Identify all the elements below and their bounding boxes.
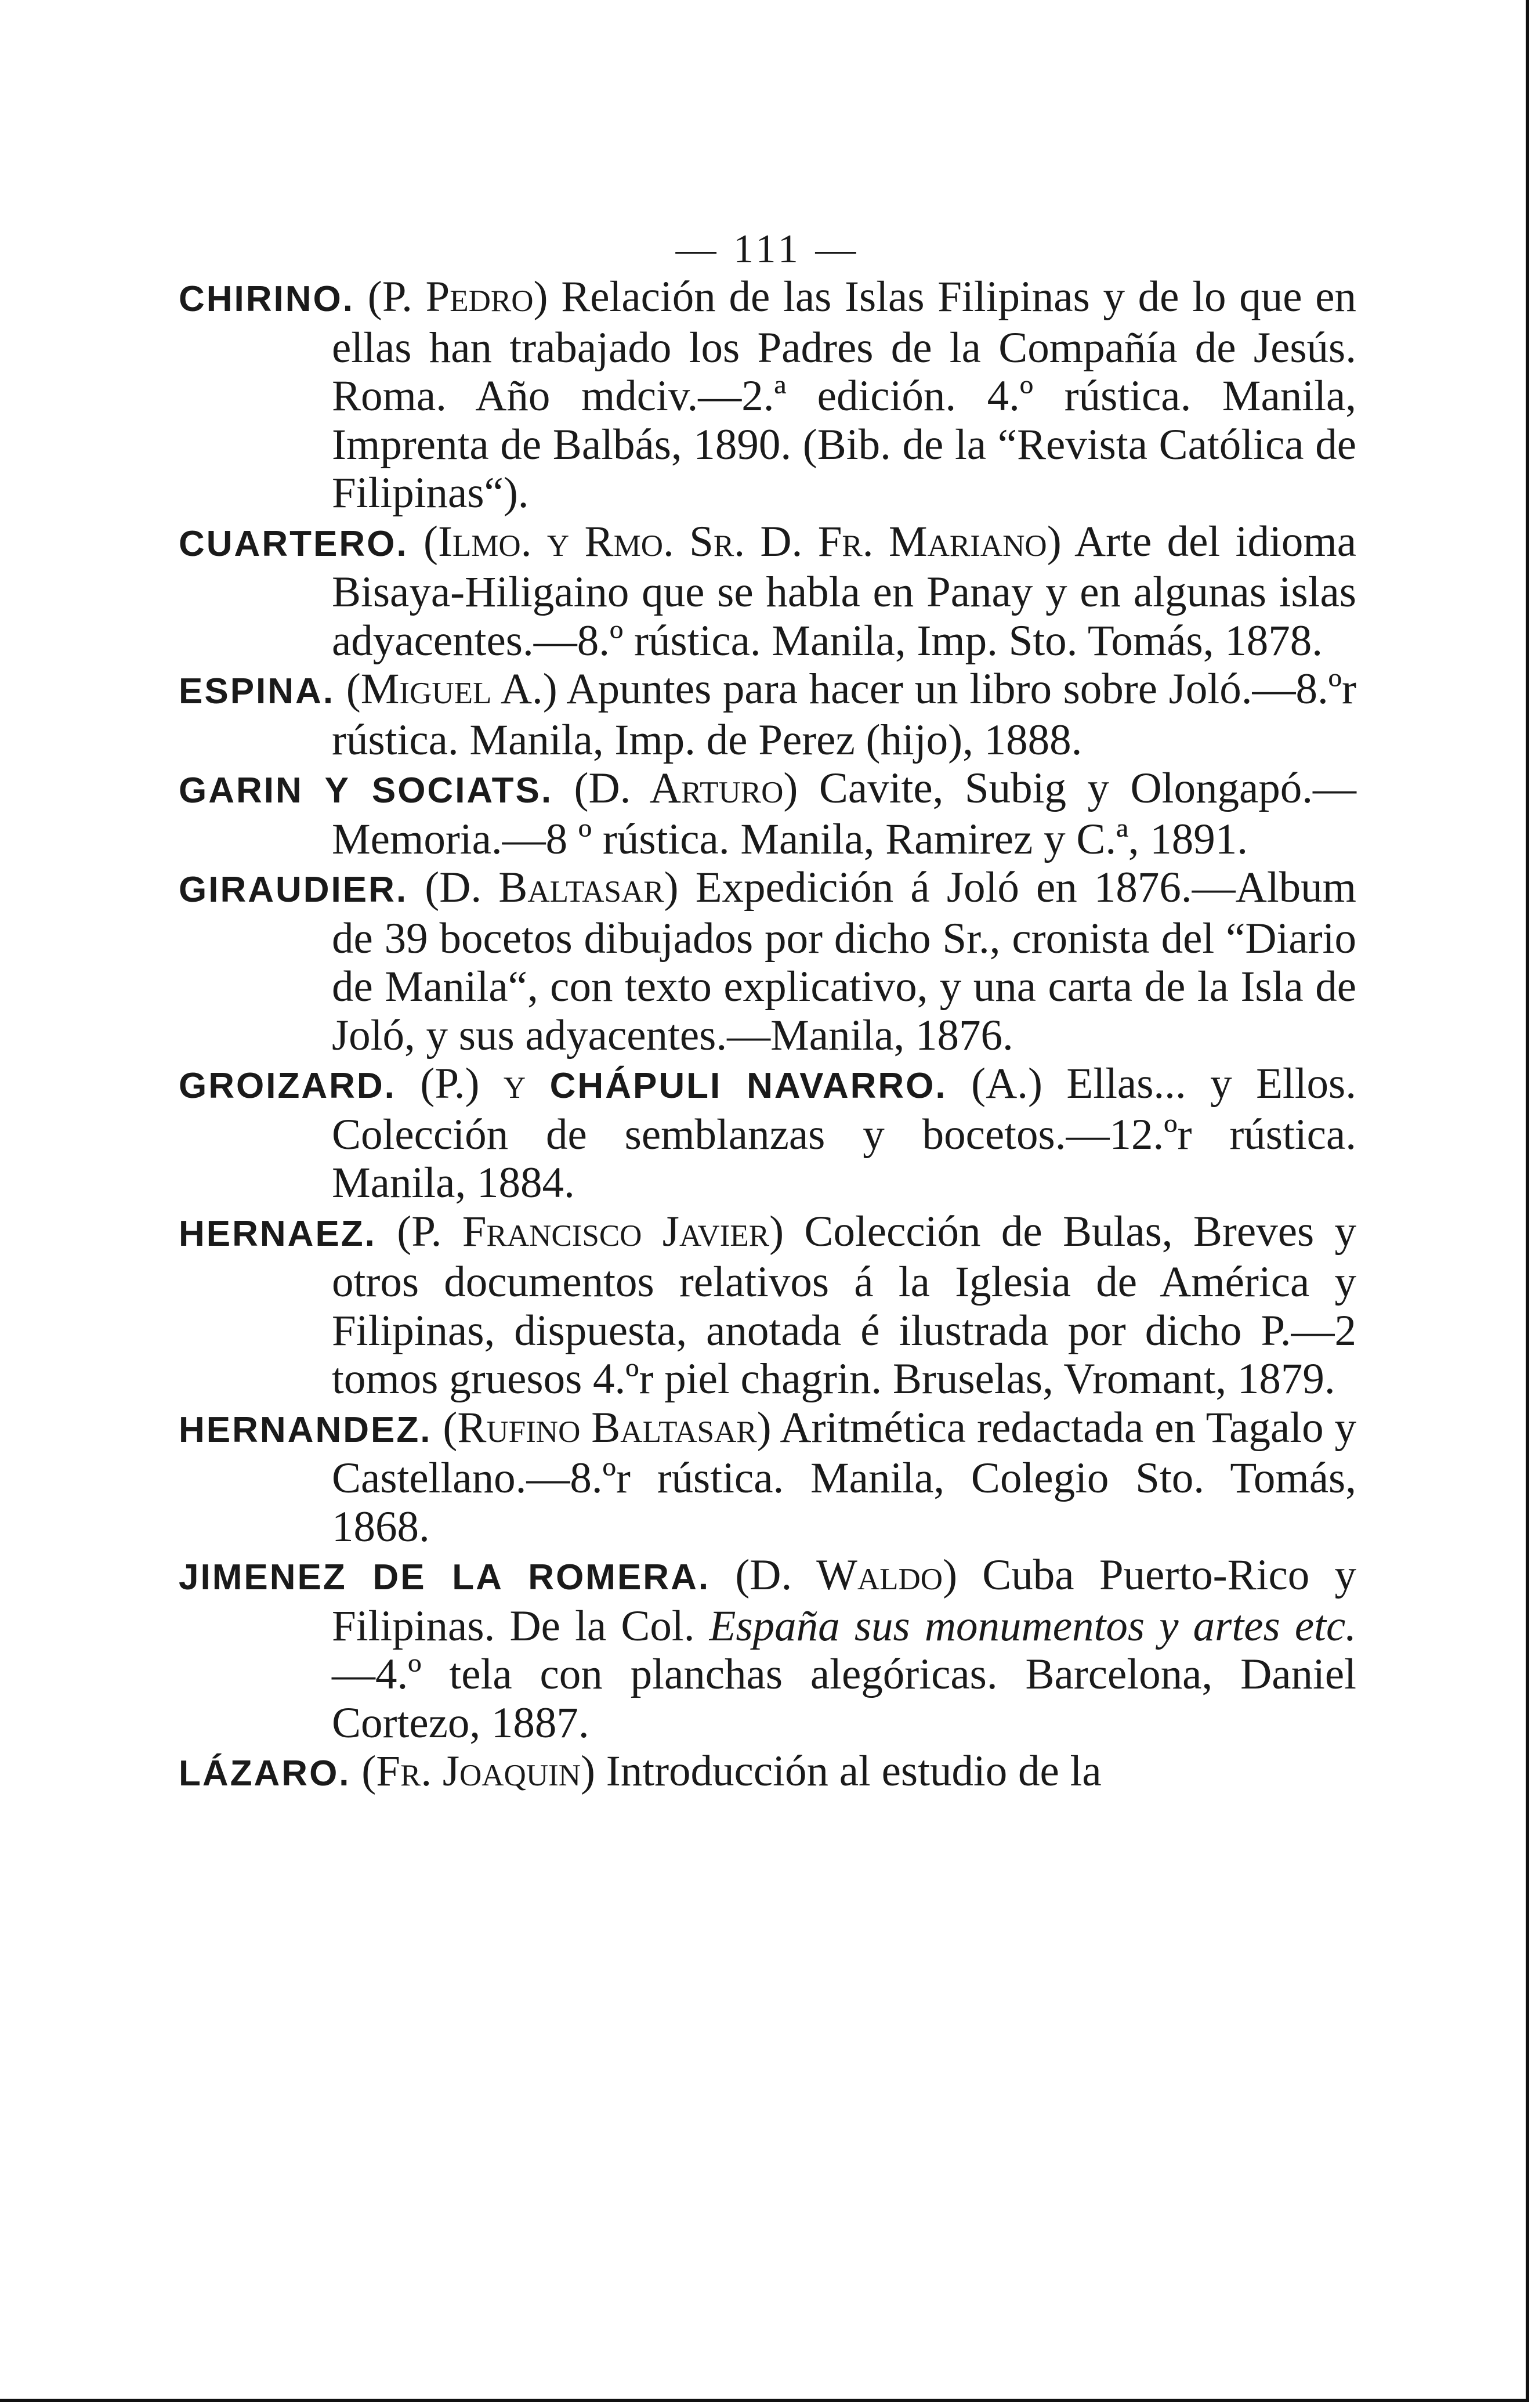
entry-author: CHIRINO. — [179, 279, 354, 319]
entry-text: Relación de las Islas Filipinas y de lo que en ellas han trabajado los Padres de la Compañía de Jesús. Roma. Año mdciv.—2.ª edición. 4.º rústica. Manila, Imprenta de Balbás, 1890. (Bib. de la “Revista Católica de Filipinas“). — [332, 273, 1357, 517]
bibliography-entry — [179, 273, 1356, 518]
entry-author: GROIZARD. — [179, 1066, 396, 1106]
bibliography-entries — [179, 273, 1356, 1798]
entry-person: (P. Pedro) — [367, 273, 548, 321]
entry-author: ESPINA. — [179, 671, 335, 711]
bibliography-entry — [179, 1551, 1356, 1747]
entry-text: Arte del idioma Bisaya-Hiligaino que se habla en Panay y en algunas islas adyacentes.—8.º rústica. Manila, Imp. Sto. Tomás, 1878. — [332, 517, 1356, 665]
bibliography-entry — [179, 1747, 1356, 1798]
bibliography-entry — [179, 764, 1356, 863]
entry-text: Aritmética redactada en Tagalo y Castellano.—8.ºr rústica. Manila, Colegio Sto. Tomás, 1868. — [332, 1403, 1357, 1551]
entry-author: GARIN Y SOCIATS. — [179, 771, 553, 811]
entry-person: (Fr. Joaquin) — [361, 1747, 596, 1795]
bibliography-entry — [179, 665, 1356, 764]
entry-author: GIRAUDIER. — [179, 870, 408, 910]
bibliography-entry — [179, 1404, 1356, 1552]
entry-author: LÁZARO. — [179, 1753, 351, 1794]
entry-author: CUARTERO. — [179, 523, 408, 564]
entry-text: Apuntes para hacer un libro sobre Joló.—8.ºr rústica. Manila, Imp. de Perez (hijo), 1888. — [332, 665, 1356, 764]
entry-text: Cuba Puerto-Rico y Filipinas. De la Col. — [332, 1551, 1356, 1650]
entry-person: (Rufino Baltasar) — [443, 1403, 772, 1452]
entry-text: (A.) Ellas... y Ellos. Colección de semblanzas y bocetos.—12.ºr rústica. Manila, 1884. — [332, 1060, 1356, 1207]
bibliography-entry — [179, 1207, 1356, 1404]
entry-person: (P. Francisco Javier) — [397, 1207, 784, 1256]
bibliography-entry — [179, 518, 1356, 666]
entry-author: HERNANDEZ. — [179, 1409, 432, 1450]
entry-author: HERNAEZ. — [179, 1213, 376, 1254]
entry-text: Cavite, Subig y Olongapó.—Memoria.—8 º rústica. Manila, Ramirez y C.ª, 1891. — [332, 764, 1356, 863]
bibliography-entry — [179, 1060, 1356, 1207]
entry-person: (Ilmo. y Rmo. Sr. D. Fr. Mariano) — [423, 517, 1062, 566]
entry-person: (D. Arturo) — [574, 764, 798, 812]
entry-coauthor: CHÁPULI NAVARRO. — [549, 1066, 947, 1106]
entry-text: Colección de Bulas, Breves y otros documentos relativos á la Iglesia de América y Filipinas, dispuesta, anotada é ilustrada por dicho P.—2 tomos gruesos 4.ºr piel chagrin. Bruselas, Vromant, 1879. — [332, 1207, 1357, 1403]
entry-text: Expedición á Joló en 1876.—Album de 39 bocetos dibujados por dicho Sr., cronista del “Diario de Manila“, con texto explicativo, y una carta de la Isla de Joló, y sus adyacentes.—Manila, 1876. — [332, 863, 1357, 1060]
entry-person: (D. Baltasar) — [425, 863, 679, 912]
bibliography-entry — [179, 863, 1356, 1060]
entry-person: (Miguel A.) — [346, 665, 557, 713]
entry-person: (D. Waldo) — [735, 1551, 958, 1599]
entry-text-continued: —4.º tela con planchas alegóricas. Barcelona, Daniel Cortezo, 1887. — [332, 1650, 1356, 1747]
entry-author: JIMENEZ DE LA ROMERA. — [179, 1557, 711, 1597]
entry-italic-title: España sus monumentos y artes etc. — [709, 1601, 1356, 1650]
entry-person: (P.) y — [420, 1060, 526, 1108]
page-number: — 111 — — [675, 227, 860, 272]
entry-text: Introducción al estudio de la — [606, 1747, 1102, 1795]
